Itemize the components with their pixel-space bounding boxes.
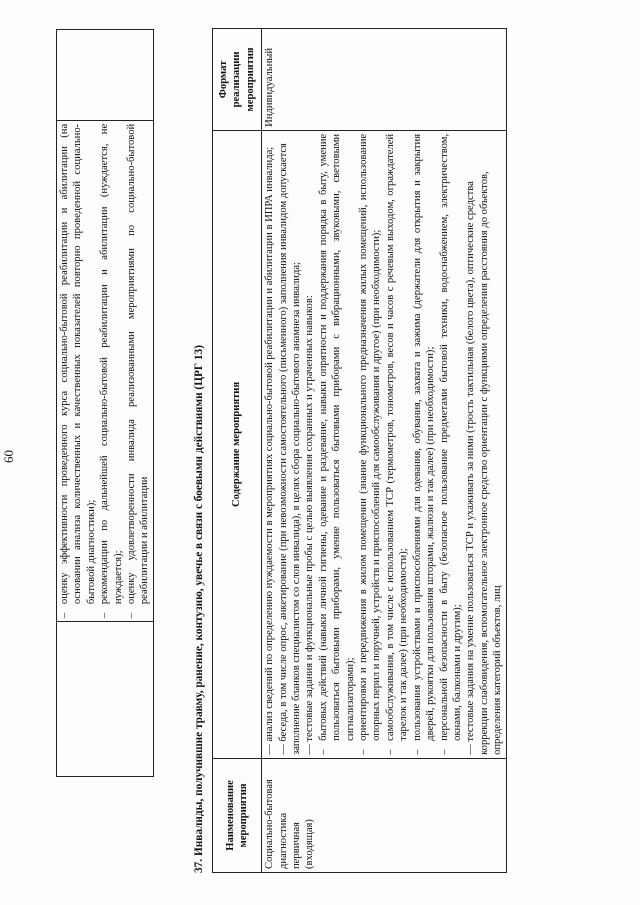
activities-table: [212, 28, 507, 873]
table-cell-content: [57, 120, 154, 621]
header-format: Формат реализации мероприятия: [213, 29, 262, 131]
table-cell-empty: [57, 622, 154, 777]
list-item: — тестовые задания и функциональные пробы с целью выявления сохранных и утраченных навыков:: [304, 295, 316, 755]
sub-list-item: [384, 134, 411, 755]
list-item: [125, 124, 152, 618]
rotated-page-content: [1, 28, 610, 873]
row-content: [262, 130, 506, 758]
header-name: Наименование мероприятия: [213, 758, 262, 872]
sub-list-item: [357, 134, 384, 755]
table-cell-empty: [57, 30, 154, 121]
list-item-text: рекомендации по дальнейшей социально-бытовой реабилитации и абилитации (нуждается, не нуждается);: [99, 123, 124, 605]
row-name: [262, 758, 506, 872]
sub-item-text: ориентировки и передвижения в жилом помещении (знание функционального предназначения жилых помещений, использование опорных перил и поручней, устройств и приспособлений для самообслуживания и другое) (при необходимости);: [358, 133, 383, 741]
table-row: [57, 30, 154, 777]
section-heading: 37. Инвалиды, получившие травму, ранение, контузию, увечье в связи с боевыми действиями (ЦРГ 13): [193, 345, 205, 873]
continued-table: [56, 29, 154, 777]
dash-marker: –: [438, 749, 450, 755]
sub-list-item: [438, 134, 465, 755]
sub-item-text: самообслуживания, в том числе с использованием ТСР (термометров, тонометров, весов и часов с речевым выходом, ограждателей тарелок и так далее) (при необходимости);: [384, 133, 410, 741]
list-item: — анализ сведений по определению нуждаемости в мероприятиях социально-бытовой реабилитации и абилитации в ИПРА инвалида;: [264, 146, 276, 755]
sub-item-text: персональной безопасности в быту (безопасное пользование предметами бытовой техники, водоснабжением, электричеством, окнами, балконами и другим);: [438, 133, 463, 741]
row-name-line: (входящая): [304, 819, 316, 869]
list-item-text: оценку удовлетворенности инвалида реализованными мероприятиями по социально-бытовой реабилитации и абилитации: [126, 123, 151, 605]
list-item: [58, 124, 98, 618]
table-header-row: [213, 29, 262, 873]
list-item: — тестовые задания на умение пользоваться ТСР и ухаживать за ними (трость тактильная (белого цвета), оптические средства коррекции слабовидения, вспомогательное электронное средство ориентации с функциями определения расстояния до объектов, определения категорий объектов, лиц: [465, 171, 504, 755]
sub-list-item: [411, 134, 438, 755]
list-item: [98, 124, 125, 618]
table-row: [262, 29, 506, 873]
dash-marker: –: [317, 749, 329, 755]
row-name-line: первичная: [291, 822, 303, 869]
dash-marker: –: [59, 612, 70, 619]
header-content: Содержание мероприятия: [213, 130, 262, 758]
row-format: Индивидуальный: [262, 29, 506, 131]
dash-marker: –: [384, 749, 396, 755]
row-name-line: Социально-бытовая диагностика: [264, 779, 289, 869]
list-item: — беседа, в том числе опрос, анкетирование (при невозможности самостоятельного (письменного) заполнения инвалидом допускается заполнение бланков специалистом со слов инвалида), в целях сбора социально-бытового анамнеза инвалида;: [277, 143, 303, 755]
page-number: 60: [1, 450, 16, 463]
list-item-text: оценку эффективности проведенного курса социально-бытовой реабилитации и абилитации (на основании анализа количественных и качественных показателей повторно проведенной социально-бытовой диагностики);: [59, 123, 97, 605]
sub-item-text: бытовых действий (навыки личной гигиены, одевание и раздевание, навыки опрятности и поддержания порядка в быту, умение пользоваться бытовыми приборами, умение пользоваться бытовыми приборами с вибрационными, звуковыми, световыми сигнализаторами);: [317, 133, 356, 741]
dash-marker: –: [358, 749, 370, 755]
dash-marker: –: [99, 612, 111, 619]
dash-marker: –: [126, 612, 138, 619]
dash-marker: –: [411, 749, 423, 755]
sub-list-item: [317, 134, 357, 755]
sub-item-text: пользования устройствами и приспособлениями для одевания, обувания, захвата и зажима (держатели для открытия и закрытия дверей, рукоятки для пользования шторами, жалюзи и так далее) (при необходимости);: [411, 133, 437, 741]
